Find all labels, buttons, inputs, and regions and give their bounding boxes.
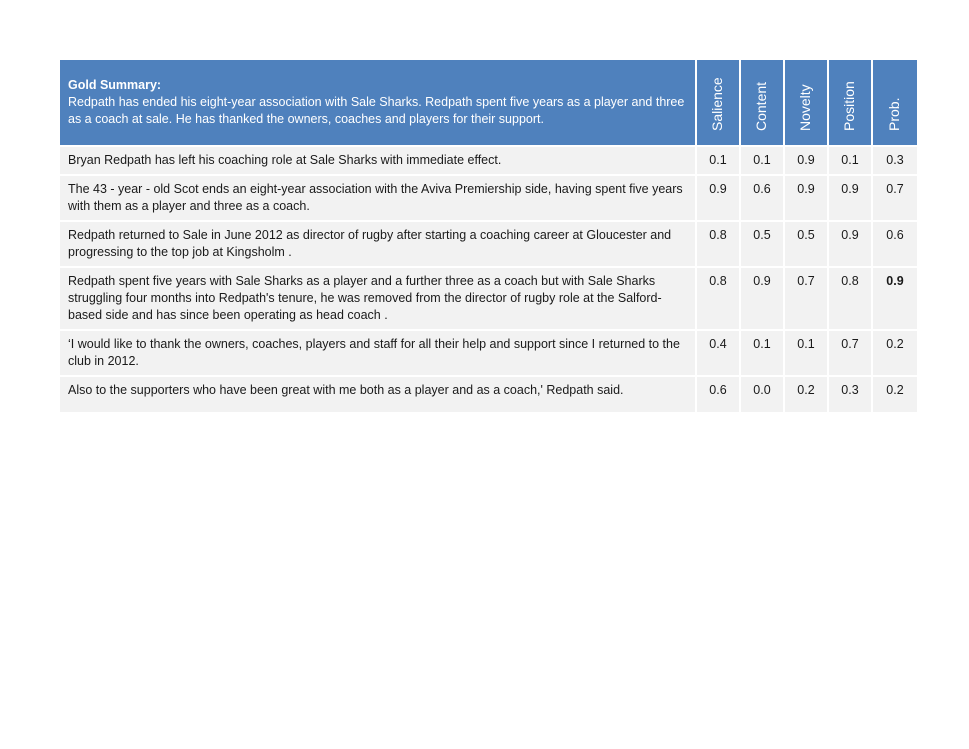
score-cell: 0.1	[741, 145, 785, 174]
sentence-cell: Also to the supporters who have been great with me both as a player and as a coach,' Redpath said.	[60, 375, 697, 412]
column-label: Prob.	[886, 97, 902, 131]
score-cell: 0.8	[829, 266, 873, 329]
sentence-cell: Redpath returned to Sale in June 2012 as director of rugby after starting a coaching career at Gloucester and progressing to the top job at Kingsholm .	[60, 220, 697, 266]
table-row	[60, 375, 917, 412]
score-cell: 0.3	[829, 375, 873, 412]
table-row	[60, 266, 917, 329]
score-cell: 0.5	[785, 220, 829, 266]
score-cell: 0.9	[829, 174, 873, 220]
score-cell: 0.1	[829, 145, 873, 174]
column-header-prob	[873, 60, 917, 145]
column-header-position	[829, 60, 873, 145]
score-cell: 0.7	[785, 266, 829, 329]
table-row	[60, 145, 917, 174]
column-label: Novelty	[797, 84, 813, 131]
table-header-row	[60, 60, 917, 145]
gold-summary-text: Redpath has ended his eight-year association with Sale Sharks. Redpath spent five years as a player and three as a coach at sale. He has thanked the owners, coaches and players for their support.	[68, 95, 685, 126]
column-header-content	[741, 60, 785, 145]
summary-score-table	[60, 60, 917, 412]
column-label: Content	[753, 81, 769, 131]
score-cell: 0.2	[873, 375, 917, 412]
score-cell: 0.3	[873, 145, 917, 174]
score-cell: 0.2	[785, 375, 829, 412]
score-cell: 0.6	[741, 174, 785, 220]
column-header-salience	[697, 60, 741, 145]
score-cell: 0.8	[697, 266, 741, 329]
score-cell: 0.0	[741, 375, 785, 412]
score-cell: 0.6	[697, 375, 741, 412]
sentence-cell: The 43 - year - old Scot ends an eight-year association with the Aviva Premiership side, having spent five years with them as a player and three as a coach.	[60, 174, 697, 220]
score-cell: 0.9	[785, 145, 829, 174]
column-label: Position	[841, 81, 857, 131]
gold-summary-cell	[60, 60, 697, 145]
score-cell: 0.5	[741, 220, 785, 266]
score-cell: 0.4	[697, 329, 741, 375]
score-cell: 0.9	[741, 266, 785, 329]
score-cell: 0.1	[741, 329, 785, 375]
score-cell: 0.1	[697, 145, 741, 174]
score-cell: 0.6	[873, 220, 917, 266]
gold-summary-title: Gold Summary:	[68, 78, 162, 92]
score-cell-highlighted: 0.9	[873, 266, 917, 329]
score-cell: 0.1	[785, 329, 829, 375]
sentence-cell: Bryan Redpath has left his coaching role at Sale Sharks with immediate effect.	[60, 145, 697, 174]
table-row	[60, 220, 917, 266]
score-cell: 0.9	[697, 174, 741, 220]
table-row	[60, 174, 917, 220]
sentence-cell: Redpath spent five years with Sale Sharks as a player and a further three as a coach but with Sale Sharks struggling four months into Redpath's tenure, he was removed from the director of rugby role at the Salford-based side and has since been operating as head coach .	[60, 266, 697, 329]
score-cell: 0.7	[873, 174, 917, 220]
score-cell: 0.9	[785, 174, 829, 220]
sentence-cell: ‘I would like to thank the owners, coaches, players and staff for all their help and support since I returned to the club in 2012.	[60, 329, 697, 375]
summary-score-table-container	[60, 60, 917, 412]
column-header-novelty	[785, 60, 829, 145]
score-cell: 0.8	[697, 220, 741, 266]
score-cell: 0.7	[829, 329, 873, 375]
score-cell: 0.2	[873, 329, 917, 375]
table-row	[60, 329, 917, 375]
score-cell: 0.9	[829, 220, 873, 266]
column-label: Salience	[709, 77, 725, 131]
